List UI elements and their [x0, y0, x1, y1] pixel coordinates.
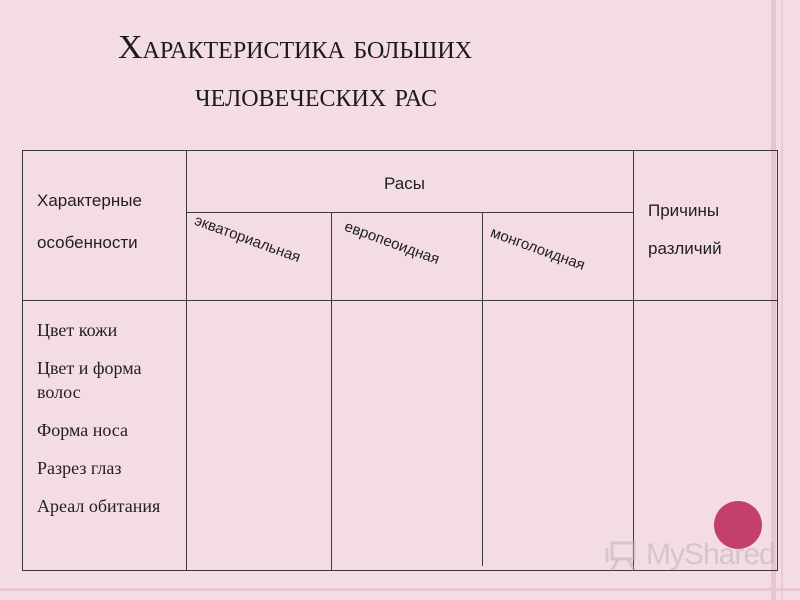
header-reasons-line-1: Причины [648, 201, 720, 220]
race-caucasoid: европеоидная [342, 218, 442, 269]
header-races: Расы [384, 174, 425, 193]
race-equatorial: экваториальная [192, 212, 303, 267]
header-features [37, 180, 142, 264]
row-label-eyes: Разрез глаз [37, 458, 122, 478]
row-label-hair: Цвет и форма волос [37, 358, 142, 402]
title-line-2: человеческих рас [195, 77, 438, 114]
header-reasons-line-2: различий [648, 239, 722, 258]
watermark [604, 536, 774, 576]
row-label-habitat: Ареал обитания [37, 496, 161, 516]
header-features-line-2: особенности [37, 233, 138, 252]
header-reasons [648, 192, 722, 268]
title-line-1: Характеристика больших [118, 29, 473, 66]
header-features-line-1: Характерные [37, 191, 142, 210]
row-label-nose: Форма носа [37, 420, 128, 440]
feature-list [37, 318, 177, 532]
presentation-board-icon [604, 540, 638, 572]
race-mongoloid: монголоидная [488, 224, 588, 274]
row-label-skin-color: Цвет кожи [37, 320, 118, 340]
watermark-text: MyShared [646, 538, 775, 571]
